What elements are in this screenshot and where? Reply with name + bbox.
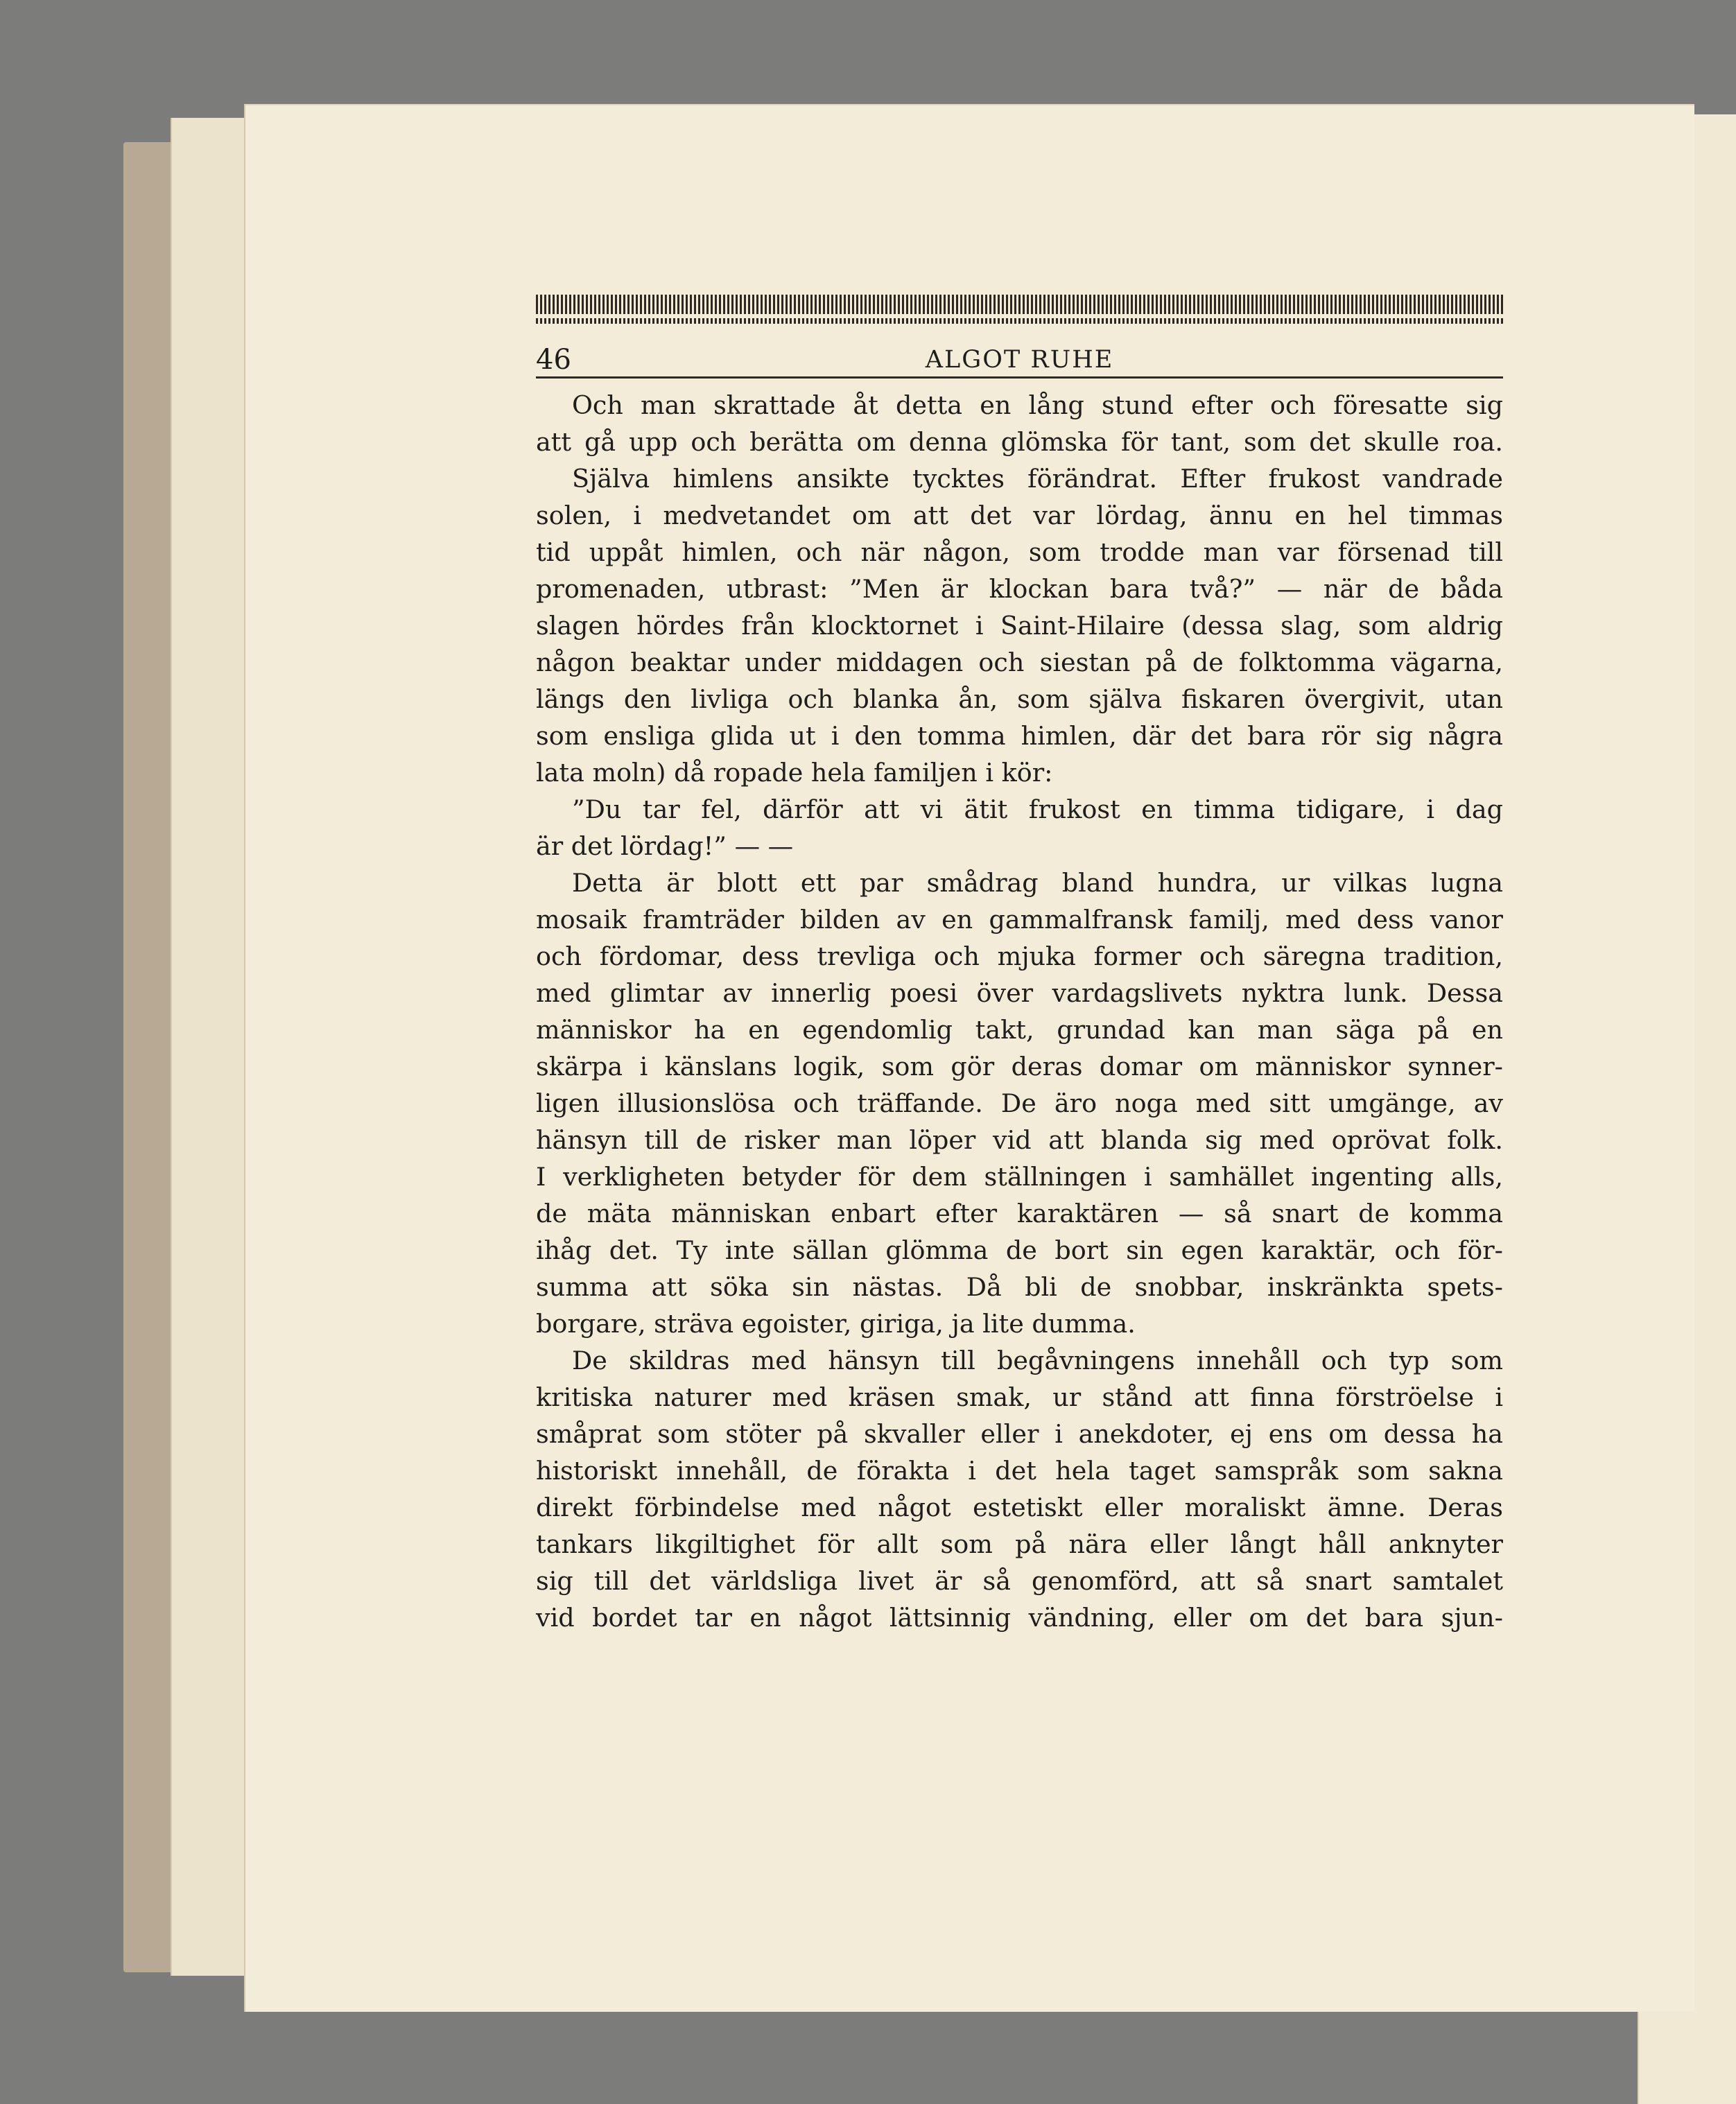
text-line: summa att söka sin nästas. Då bli de snobbar, inskränkta spets-	[536, 1272, 1503, 1302]
text-line: solen, i medvetandet om att det var lördag, ännu en hel timmas	[536, 501, 1503, 530]
text-line: borgare, sträva egoister, giriga, ja lite dumma.	[536, 1309, 1136, 1339]
text-line: ligen illusionslösa och träffande. De äro noga med sitt umgänge, av	[536, 1088, 1503, 1118]
text-line: lata moln) då ropade hela familjen i kör:	[536, 758, 1053, 788]
text-line: Detta är blott ett par smådrag bland hundra, ur vilkas lugna	[572, 868, 1503, 898]
text-line: mosaik framträder bilden av en gammalfransk familj, med dess vanor	[536, 905, 1503, 934]
text-line: promenaden, utbrast: ”Men är klockan bara två?” — när de båda	[536, 574, 1503, 604]
text-line: ”Du tar fel, därför att vi ätit frukost en timma tidigare, i dag	[572, 794, 1503, 824]
text-line: historiskt innehåll, de förakta i det hela taget samspråk som sakna	[536, 1456, 1503, 1486]
text-line: tid uppåt himlen, och när någon, som trodde man var försenad till	[536, 537, 1503, 567]
page-number: 46	[536, 344, 571, 376]
page-text-block	[536, 295, 1503, 1636]
text-line: I verkligheten betyder för dem ställningen i samhället ingenting alls,	[536, 1162, 1503, 1192]
running-head: ALGOT RUHE	[925, 346, 1114, 374]
text-line: kritiska naturer med kräsen smak, ur stånd att finna förströelse i	[536, 1382, 1503, 1412]
text-line: ihåg det. Ty inte sällan glömma de bort sin egen karaktär, och för-	[536, 1235, 1503, 1265]
text-line: småprat som stöter på skvaller eller i anekdoter, ej ens om dessa ha	[536, 1419, 1503, 1449]
text-line: att gå upp och berätta om denna glömska för tant, som det skulle roa.	[536, 427, 1503, 457]
text-line: som ensliga glida ut i den tomma himlen, där det bara rör sig några	[536, 721, 1503, 751]
page-header	[536, 343, 1503, 379]
text-line: tankars likgiltighet för allt som på nära eller långt håll anknyter	[536, 1529, 1503, 1559]
text-line: längs den livliga och blanka ån, som själva fiskaren övergivit, utan	[536, 684, 1503, 714]
text-line: skärpa i känslans logik, som gör deras domar om människor synner-	[536, 1052, 1503, 1081]
text-line: med glimtar av innerlig poesi över vardagslivets nyktra lunk. Dessa	[536, 978, 1503, 1008]
text-line: De skildras med hänsyn till begåvningens innehåll och typ som	[572, 1346, 1503, 1375]
text-line: sig till det världsliga livet är så genomförd, att så snart samtalet	[536, 1566, 1503, 1596]
text-line: direkt förbindelse med något estetiskt eller moraliskt ämne. Deras	[536, 1493, 1503, 1522]
text-line: människor ha en egendomlig takt, grundad kan man säga på en	[536, 1015, 1503, 1045]
text-line: slagen hördes från klocktornet i Saint-Hilaire (dessa slag, som aldrig	[536, 611, 1503, 641]
text-line: någon beaktar under middagen och siestan på de folktomma vägarna,	[536, 647, 1503, 677]
body-text	[536, 387, 1503, 1636]
text-line: Själva himlens ansikte tycktes förändrat. Efter frukost vandrade	[572, 464, 1503, 494]
text-line: och fördomar, dess trevliga och mjuka former och säregna tradition,	[536, 941, 1503, 971]
text-line: de mäta människan enbart efter karaktären — så snart de komma	[536, 1199, 1503, 1228]
text-line: Och man skrattade åt detta en lång stund efter och föresatte sig	[572, 390, 1503, 420]
text-line: hänsyn till de risker man löper vid att blanda sig med oprövat folk.	[536, 1125, 1503, 1155]
text-line: är det lördag!” — —	[536, 831, 794, 861]
decorative-rule	[536, 295, 1503, 324]
text-line: vid bordet tar en något lättsinnig vändning, eller om det bara sjun-	[536, 1603, 1503, 1633]
